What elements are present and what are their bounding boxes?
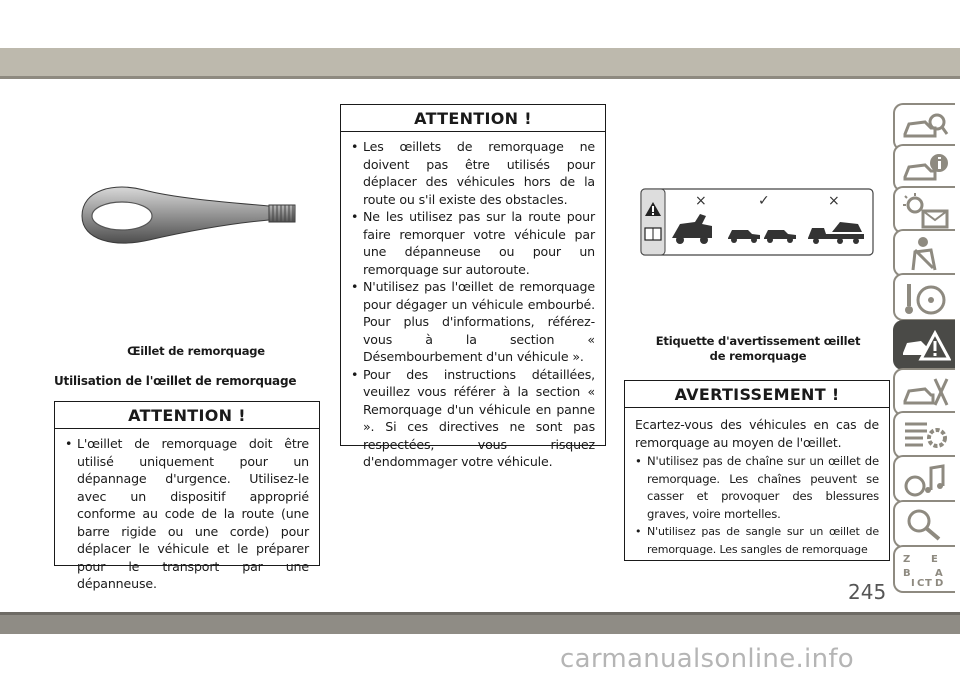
svg-text:B: B <box>903 568 911 579</box>
car-emergency-icon <box>901 327 951 365</box>
attention-box-middle <box>340 104 606 469</box>
manual-book-icon <box>645 228 661 240</box>
attention-bullet: • Pour des instructions détaillées, veuillez vous référer à la section « Remorquage d'un véhicule en panne ». Si ces directives ne sont pas respectées, vous risquez d'endommager votre véhicule. <box>351 366 595 471</box>
svg-text:T: T <box>925 578 932 588</box>
multimedia-music-icon <box>901 462 951 498</box>
seatbelt-safety-icon <box>901 236 951 272</box>
bottom-footer-band <box>0 612 960 634</box>
section-heading: Utilisation de l'œillet de remorquage <box>54 374 297 388</box>
tab-starting-operating[interactable] <box>893 273 955 321</box>
tab-warning-lights[interactable] <box>893 186 955 234</box>
attention-title: ATTENTION ! <box>341 105 605 132</box>
avertissement-box <box>624 380 890 561</box>
attention-bullet: • Les œillets de remorquage ne doivent pas être utilisés pour déplacer des véhicules hors de la route ou s'il existe des obstacles. <box>351 138 595 208</box>
maintenance-specs-icon <box>901 418 951 454</box>
tab-technical-specs[interactable] <box>893 411 955 459</box>
tab-multimedia[interactable] <box>893 455 955 503</box>
attention-title: ATTENTION ! <box>55 402 319 429</box>
figure-caption-tow-eye: Œillet de remorquage <box>127 344 265 358</box>
tab-car-info[interactable] <box>893 144 955 192</box>
svg-text:E: E <box>931 554 938 565</box>
steering-wheel-key-icon <box>901 280 951 316</box>
avertissement-intro: Ecartez-vous des véhicules en cas de remorquage au moyen de l'œillet. <box>635 417 879 450</box>
index-search-icon <box>901 507 951 543</box>
warning-lights-message-icon <box>901 193 951 229</box>
top-header-rule <box>0 76 960 79</box>
svg-text:A: A <box>935 568 943 579</box>
tab-servicing[interactable] <box>893 368 955 416</box>
page-number: 245 <box>848 580 887 604</box>
watermark-text: carmanualsonline.info <box>560 644 855 674</box>
attention-bullet: • Ne les utilisez pas sur la route pour faire remorquer votre véhicule par une dépanneuse ou pour un remorquage sur autoroute. <box>351 208 595 278</box>
attention-bullet: • L'œillet de remorquage doit être utilisé uniquement pour un dépannage d'urgence. Utilisez-le avec un dispositif approprié conforme au code de la route (une barre rigide ou une corde) pour déplacer le véhicule et le préparer pour le transport par une dépanneuse. <box>65 435 309 593</box>
label-mark: × <box>695 193 707 209</box>
tow-eye-illustration <box>74 178 304 258</box>
tab-index-search[interactable] <box>893 500 955 548</box>
avertissement-bullet: • N'utilisez pas de chaîne sur un œillet de remorquage. Les chaînes peuvent se casser et provoquer des blessures graves, voire mortelles. <box>635 453 879 523</box>
label-mark: ✓ <box>758 193 770 209</box>
attention-bullet: • N'utilisez pas l'œillet de remorquage pour dégager un véhicule embourbé. Pour plus d'informations, référez-vous à la section « Désembourbement d'un véhicule ». <box>351 278 595 366</box>
bottom-footer-rule <box>0 612 960 615</box>
car-service-tools-icon <box>901 375 951 411</box>
alphabetical-index-icon <box>901 552 951 588</box>
car-search-icon <box>901 110 951 146</box>
warning-label-illustration <box>640 188 874 256</box>
svg-text:Z: Z <box>903 554 911 565</box>
figure-caption-warning-label: Etiquette d'avertissement œillet de remorquage <box>655 334 861 363</box>
tab-alphabetical-index[interactable] <box>893 545 955 593</box>
svg-text:C: C <box>917 578 925 588</box>
tab-seatbelt-safety[interactable] <box>893 229 955 277</box>
avertissement-bullet: • N'utilisez pas de sangle sur un œillet de remorquage. Les sangles de remorquage <box>635 523 879 558</box>
attention-box-left <box>54 401 320 591</box>
svg-text:I: I <box>911 578 915 588</box>
top-header-band <box>0 48 960 76</box>
label-mark: × <box>828 193 840 209</box>
svg-text:D: D <box>935 578 944 588</box>
avertissement-title: AVERTISSEMENT ! <box>625 381 889 408</box>
car-info-icon <box>901 151 951 187</box>
tab-emergency[interactable] <box>893 320 955 370</box>
